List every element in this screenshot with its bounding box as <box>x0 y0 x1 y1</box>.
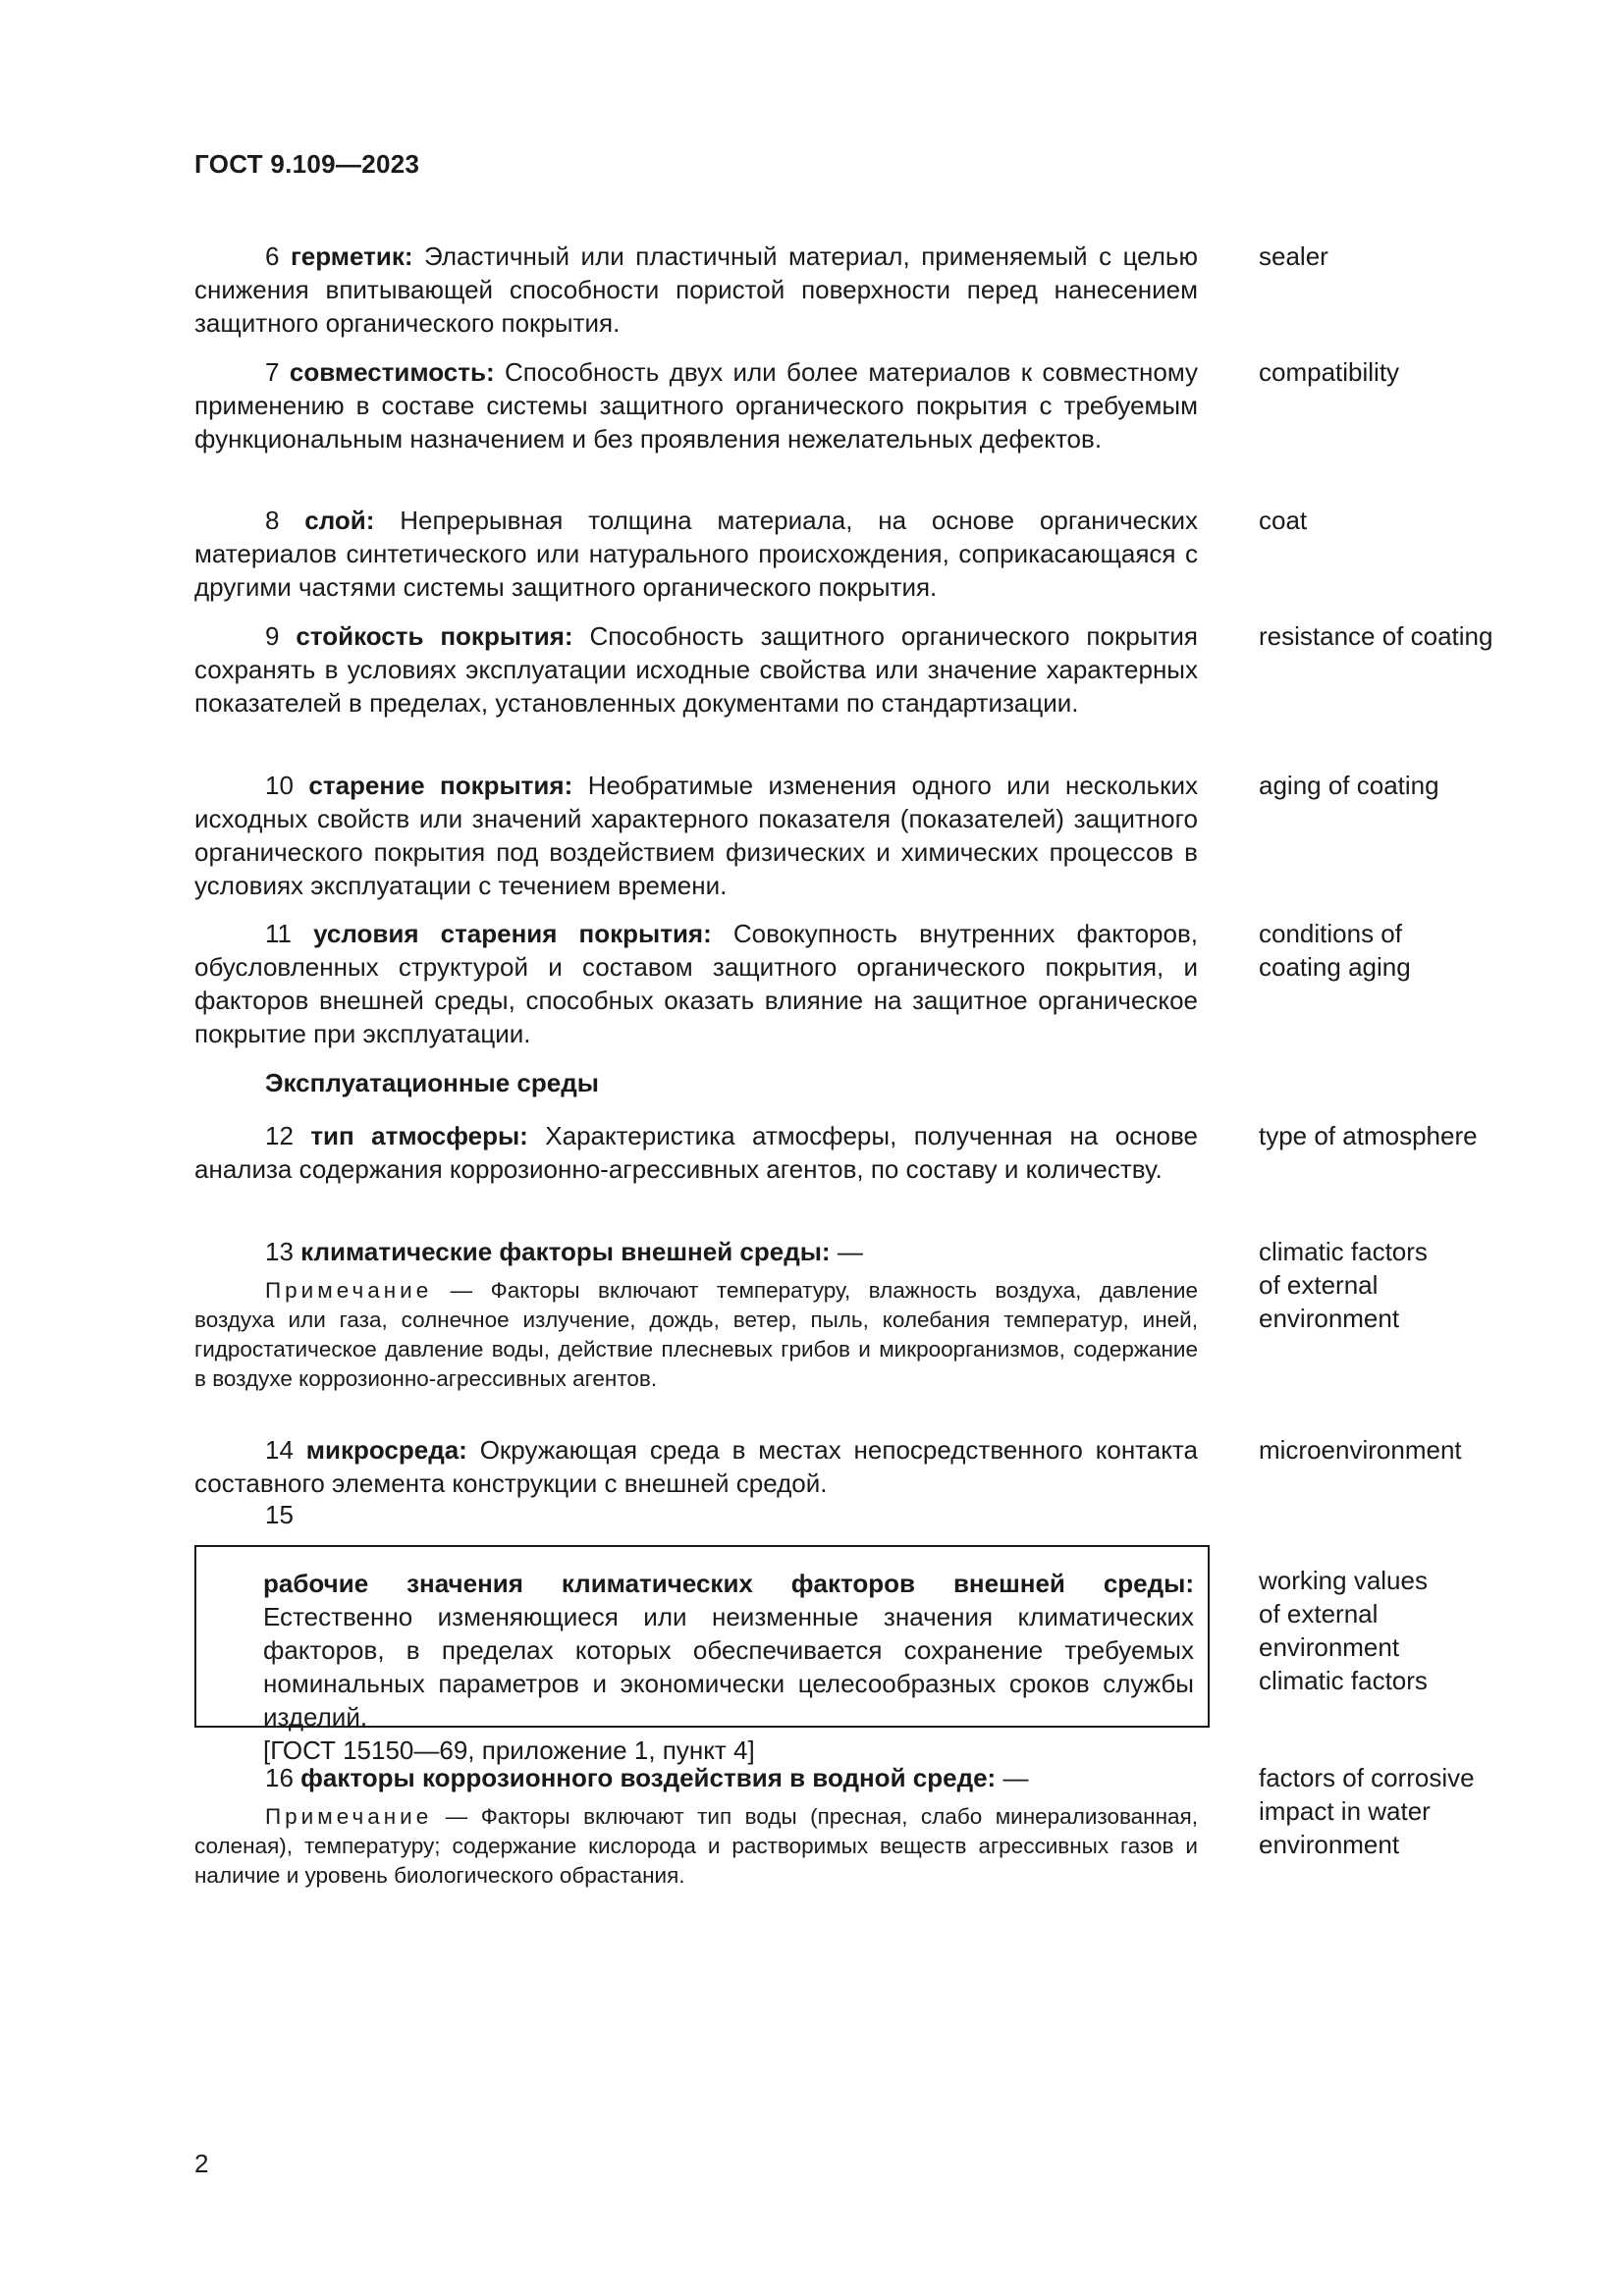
term-definition: Способность защитного органического покрытия сохранять в условиях эксплуатации исходные свойства или значение характерных показателей в пределах, установленных документами по стандартизации. <box>194 621 1198 718</box>
term-english-9: resistance of coating <box>1259 621 1493 651</box>
term-entry-16 <box>194 1761 1198 1891</box>
note-text: — Факторы включают тип воды (пресная, слабо минерализованная, соленая), температуру; содержание кислорода и растворимых веществ агрессивных газов и наличие и уровень биологического обрастания. <box>194 1804 1198 1888</box>
term-reference: [ГОСТ 15150—69, приложение 1, пункт 4] <box>263 1735 755 1765</box>
term-name: факторы коррозионного воздействия в водной среде: <box>300 1763 997 1792</box>
term-number: 10 <box>265 771 294 800</box>
term-number-15: 15 <box>265 1500 294 1529</box>
term-name: старение покрытия: <box>308 771 573 800</box>
term-entry-8 <box>194 504 1198 604</box>
term-definition: Эластичный или пластичный материал, применяемый с целью снижения впитывающей способности пористой поверхности перед нанесением защитного органического покрытия. <box>194 241 1198 338</box>
term-name: микросреда: <box>305 1435 467 1465</box>
term-english-14: microenvironment <box>1259 1435 1462 1465</box>
note-label: Примечание <box>265 1278 433 1303</box>
term-entry-7 <box>194 355 1198 455</box>
term-entry-10 <box>194 769 1198 902</box>
note-text: — Факторы включают температуру, влажность воздуха, давление воздуха или газа, солнечное излучение, дождь, ветер, пыль, колебания температур, иней, гидростатическое давление воды, действие плесневых грибов и микроорганизмов, содержание в воздухе коррозионно-агрессивных агентов. <box>194 1278 1198 1391</box>
term-entry-11 <box>194 917 1198 1050</box>
term-number: 14 <box>265 1435 294 1465</box>
section-title: Эксплуатационные среды <box>265 1068 599 1097</box>
term-definition: Способность двух или более материалов к совместному применению в составе системы защитного органического покрытия с требуемым функциональным назначением и без проявления нежелательных дефектов. <box>194 357 1198 454</box>
term-definition: Характеристика атмосферы, полученная на основе анализа содержания коррозионно-агрессивных агентов, по составу и количеству. <box>194 1121 1198 1184</box>
term-note <box>194 1802 1198 1891</box>
term-number: 8 <box>265 506 280 535</box>
term-english-13: climatic factors of external environment <box>1259 1237 1428 1333</box>
term-entry-15-box <box>194 1545 1210 1765</box>
term-entry-6 <box>194 240 1198 340</box>
term-name: слой: <box>304 506 375 535</box>
term-definition: Совокупность внутренних факторов, обусловленных структурой и составом защитного органического покрытия, и факторов внешней среды, способных оказать влияние на защитное органическое покрытие при эксплуатации. <box>194 919 1198 1048</box>
term-entry-9 <box>194 619 1198 720</box>
term-number: 7 <box>265 357 280 387</box>
document-header: ГОСТ 9.109—2023 <box>194 149 420 179</box>
term-english-11: conditions of coating aging <box>1259 919 1411 982</box>
term-english-10: aging of coating <box>1259 771 1439 800</box>
term-name: стойкость покрытия: <box>296 621 573 651</box>
term-entry-14 <box>194 1433 1198 1500</box>
term-english-7: compatibility <box>1259 357 1400 387</box>
term-number: 16 <box>265 1763 294 1792</box>
term-number: 12 <box>265 1121 294 1150</box>
term-number: 6 <box>265 241 280 271</box>
term-note <box>194 1276 1198 1394</box>
term-entry-13 <box>194 1235 1198 1394</box>
term-english-8: coat <box>1259 506 1308 535</box>
term-name: тип атмосферы: <box>310 1121 528 1150</box>
term-english-6: sealer <box>1259 241 1328 271</box>
term-definition: Необратимые изменения одного или нескольких исходных свойств или значений характерного показателя (показателей) защитного органического покрытия под воздействием физических и химических процессов в условиях эксплуатации с течением времени. <box>194 771 1198 900</box>
term-name: герметик: <box>290 241 413 271</box>
term-definition: Непрерывная толщина материала, на основе органических материалов синтетического или натурального происхождения, соприкасающаяся с другими частями системы защитного органического покрытия. <box>194 506 1198 602</box>
term-name: рабочие значения климатических факторов внешней среды: <box>263 1569 1194 1598</box>
term-name: климатические факторы внешней среды: <box>300 1237 831 1266</box>
term-definition: Естественно изменяющиеся или неизменные значения климатических факторов, в пределах которых обеспечивается сохранение требуемых номинальных параметров и экономически целесообразных сроков службы изделий. <box>263 1602 1194 1732</box>
note-label: Примечание <box>265 1804 433 1829</box>
term-number: 13 <box>265 1237 294 1266</box>
term-english-16: factors of corrosive impact in water environment <box>1259 1763 1475 1859</box>
term-definition: — <box>1002 1763 1029 1792</box>
term-number: 9 <box>265 621 280 651</box>
page-number: 2 <box>194 2149 209 2178</box>
term-name: совместимость: <box>289 357 495 387</box>
term-english-12: type of atmosphere <box>1259 1121 1478 1150</box>
term-definition: Окружающая среда в местах непосредственного контакта составного элемента конструкции с внешней средой. <box>194 1435 1198 1498</box>
term-name: условия старения покрытия: <box>313 919 712 948</box>
term-entry-12 <box>194 1119 1198 1186</box>
term-english-15: working values of external environment climatic factors <box>1259 1566 1428 1695</box>
term-definition: — <box>837 1237 863 1266</box>
term-number: 11 <box>265 919 292 948</box>
